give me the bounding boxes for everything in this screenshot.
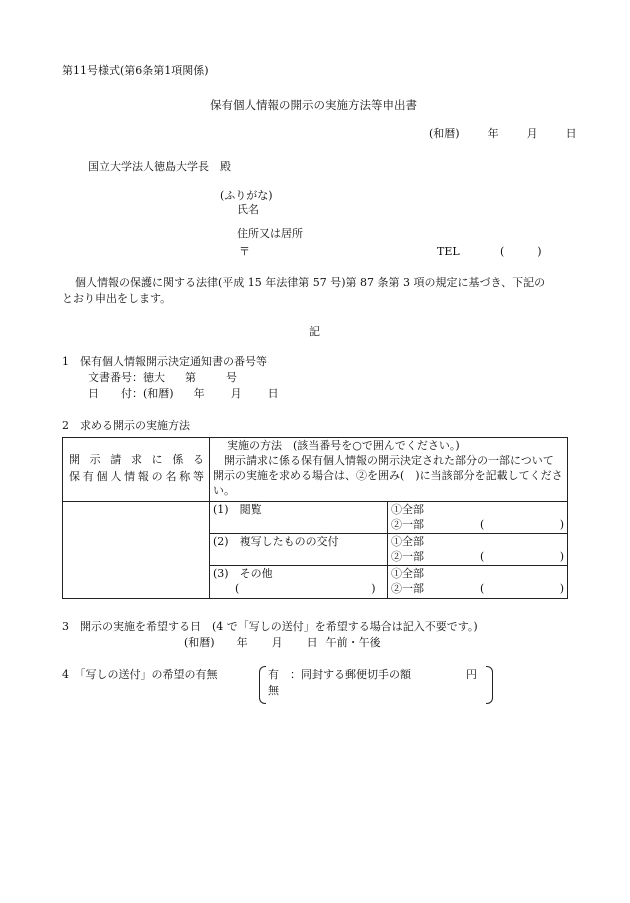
- right-brace: [486, 666, 493, 704]
- option-part: ②一部: [391, 582, 424, 595]
- copy-send-yes: 有 ：同封する郵便切手の額: [268, 668, 411, 681]
- document-title: 保有個人情報の開示の実施方法等申出書: [210, 98, 417, 112]
- notice-date-month: 月: [230, 387, 242, 400]
- furigana-label: (ふりがな): [220, 189, 273, 202]
- desired-date-line: [184, 636, 381, 650]
- disclosure-method-table: [62, 437, 568, 599]
- doc-number-line: [88, 371, 237, 385]
- paren-open: (: [480, 582, 485, 595]
- section4-heading: 4 「写しの送付」の希望の有無: [62, 668, 218, 681]
- postal-mark: 〒: [239, 245, 250, 258]
- section1-heading: 1 保有個人情報開示決定通知書の番号等: [62, 355, 267, 368]
- method-title: 実施の方法 (該当番号を○で囲んでください。): [227, 439, 460, 452]
- method-label: (3) その他: [213, 567, 273, 580]
- doc-number-dai: 第: [185, 371, 196, 384]
- paren-open: (: [480, 550, 485, 563]
- desired-date-day: 日: [306, 636, 318, 649]
- tel-label: TEL: [437, 245, 460, 258]
- method-instructions: [210, 438, 568, 502]
- other-method-paren: ( ): [235, 582, 376, 595]
- desired-date-month: 月: [271, 636, 283, 649]
- option-part: ②一部: [391, 518, 424, 531]
- year-label: 年: [487, 127, 499, 140]
- name-label: 氏名: [237, 203, 259, 216]
- option-all: ①全部: [391, 567, 424, 580]
- paren-close: ): [559, 550, 565, 563]
- day-label: 日: [565, 127, 577, 140]
- body-text-line1: 個人情報の保護に関する法律(平成 15 年法律第 57 号)第 87 条第 3 項の規定に基づき、下記の: [75, 276, 546, 289]
- doc-number-label: 文書番号：徳大: [88, 371, 165, 384]
- option-part: ②一部: [391, 550, 424, 563]
- info-name-header-line2: 保有個人情報の名称等: [69, 470, 204, 483]
- paren-close: ): [559, 582, 565, 595]
- info-name-header: [63, 438, 210, 502]
- submission-date: [429, 127, 577, 141]
- form-number: 第11号様式(第6条第1項関係): [62, 64, 209, 77]
- method-cell-3[interactable]: [210, 566, 388, 599]
- addressee: 国立大学法人徳島大学長 殿: [88, 160, 231, 173]
- desired-date-ampm: 午前・午後: [325, 636, 381, 649]
- option-all: ①全部: [391, 535, 424, 548]
- era-label: (和暦): [429, 127, 460, 140]
- paren-open: (: [480, 518, 485, 531]
- ki-label: 記: [309, 325, 320, 338]
- method-description: 開示請求に係る保有個人情報の開示決定された部分の一部について開示の実施を求める場合は、②を囲み( )に当該部分を記載してください。: [213, 454, 563, 497]
- scope-cell-1[interactable]: [388, 502, 568, 534]
- notice-date-label: 日 付：(和暦): [88, 387, 174, 400]
- left-brace: [259, 666, 266, 704]
- table-row: [63, 502, 568, 534]
- notice-date-year: 年: [193, 387, 205, 400]
- month-label: 月: [526, 127, 538, 140]
- body-text-line2: とおり申出をします。: [62, 292, 172, 305]
- notice-date-line: [88, 387, 279, 401]
- table-header-row: [63, 438, 568, 502]
- method-label: (1) 閲覧: [213, 503, 262, 516]
- copy-send-no: 無: [268, 684, 279, 697]
- info-name-header-line1: 開示請求に係る: [69, 453, 204, 466]
- address-label: 住所又は居所: [237, 227, 303, 240]
- method-cell-2[interactable]: [210, 534, 388, 566]
- method-cell-1[interactable]: [210, 502, 388, 534]
- doc-number-go: 号: [226, 371, 237, 384]
- section3-heading: 3 開示の実施を希望する日 (4 で「写しの送付」を希望する場合は記入不要です。): [62, 620, 478, 633]
- info-name-cell[interactable]: [63, 502, 210, 599]
- scope-cell-2[interactable]: [388, 534, 568, 566]
- desired-date-era: (和暦): [184, 636, 215, 649]
- paren-close: ): [559, 518, 565, 531]
- method-label: (2) 複写したものの交付: [213, 535, 339, 548]
- section2-heading: 2 求める開示の実施方法: [62, 419, 190, 432]
- tel-paren: ( ): [500, 245, 542, 258]
- option-all: ①全部: [391, 503, 424, 516]
- notice-date-day: 日: [267, 387, 279, 400]
- desired-date-year: 年: [236, 636, 248, 649]
- scope-cell-3[interactable]: [388, 566, 568, 599]
- yen-label: 円: [466, 668, 477, 681]
